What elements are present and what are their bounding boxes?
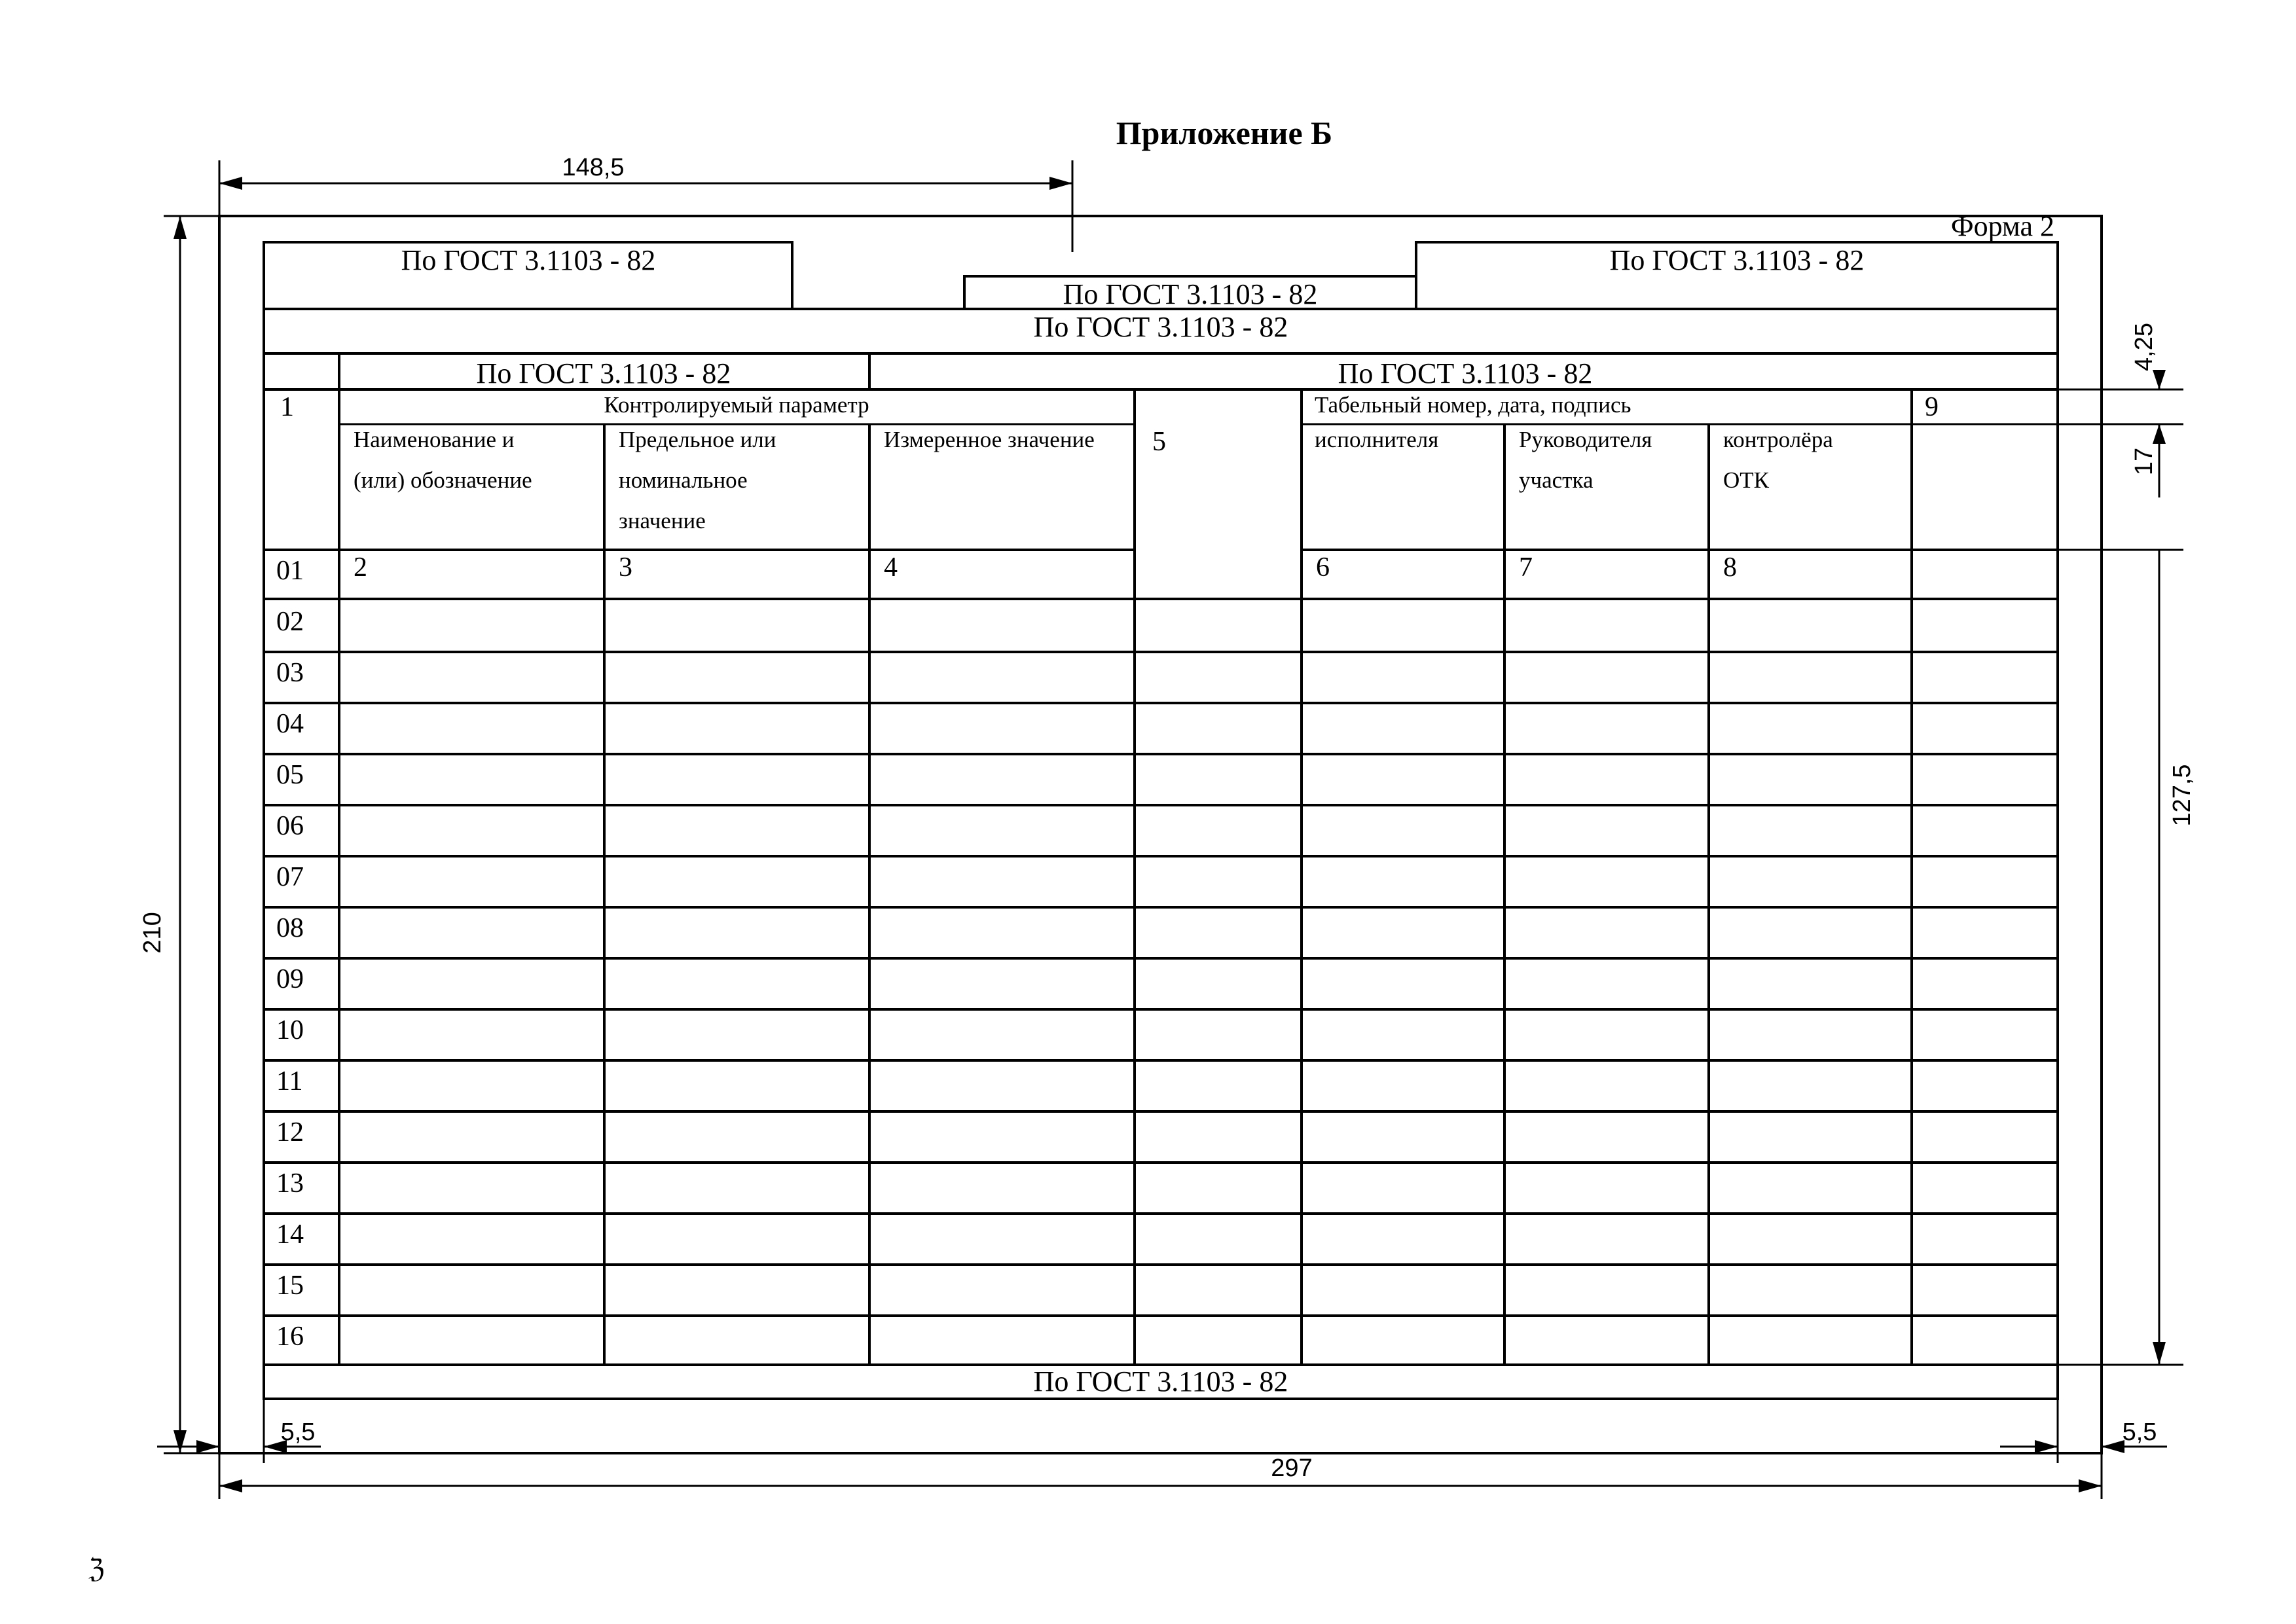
col-1-number: 1 <box>280 392 294 422</box>
gost-label-param: По ГОСТ 3.1103 - 82 <box>476 357 731 389</box>
sheet-frame <box>219 216 2102 1453</box>
row-number: 09 <box>276 964 304 994</box>
controller-header-line1: контролёра <box>1723 427 1833 452</box>
limit-header-line3: значение <box>619 508 706 533</box>
gost-label-top-center: По ГОСТ 3.1103 - 82 <box>1063 278 1318 310</box>
controller-header-line2: ОТК <box>1723 467 1769 493</box>
dim-margin-right: 5,5 <box>2122 1418 2157 1446</box>
row-number: 11 <box>276 1066 303 1096</box>
row-number: 02 <box>276 607 304 637</box>
col-6-number: 6 <box>1316 552 1330 583</box>
executor-header: исполнителя <box>1315 427 1439 452</box>
col-8-number: 8 <box>1723 552 1737 583</box>
row-number: 10 <box>276 1015 304 1045</box>
row-number: 13 <box>276 1168 304 1199</box>
name-header-line1: Наименование и <box>354 427 515 452</box>
gost-label-signatures: По ГОСТ 3.1103 - 82 <box>1338 357 1593 389</box>
form-label: Форма 2 <box>1950 210 2054 242</box>
limit-header-line2: номинальное <box>619 467 748 493</box>
col-4-number: 4 <box>884 552 898 583</box>
row-number: 08 <box>276 913 304 943</box>
dim-height: 210 <box>139 912 166 954</box>
row-number: 15 <box>276 1271 304 1301</box>
name-header-line2: (или) обозначение <box>354 467 532 493</box>
dim-header-height: 17 <box>2130 447 2158 476</box>
row-number: 12 <box>276 1117 304 1147</box>
form-frame <box>264 309 2058 1399</box>
col-3-number: 3 <box>619 552 632 583</box>
col-9-number: 9 <box>1925 392 1939 422</box>
dim-body-height: 127,5 <box>2168 764 2196 827</box>
col-5-number: 5 <box>1152 427 1166 457</box>
col-2-number: 2 <box>354 552 367 583</box>
table-rows <box>264 556 2058 1352</box>
col-7-number: 7 <box>1519 552 1533 583</box>
controlled-param-header: Контролируемый параметр <box>604 392 869 418</box>
row-number: 05 <box>276 760 304 790</box>
row-number: 03 <box>276 658 304 688</box>
tab-number-header: Табельный номер, дата, подпись <box>1315 392 1631 418</box>
dim-gap-top: 4,25 <box>2130 323 2158 371</box>
gost-label-bottom: По ГОСТ 3.1103 - 82 <box>1033 1365 1288 1398</box>
row-number: 16 <box>276 1322 304 1352</box>
row-number: 14 <box>276 1219 304 1250</box>
row-number: 01 <box>276 556 304 586</box>
gost-label-top-right: По ГОСТ 3.1103 - 82 <box>1609 244 1865 276</box>
page-title: Приложение Б <box>1116 115 1333 151</box>
corner-mark: ℨ <box>88 1554 105 1583</box>
gost-label-row: По ГОСТ 3.1103 - 82 <box>1033 311 1288 343</box>
dim-width-half: 148,5 <box>562 154 625 181</box>
limit-header-line1: Предельное или <box>619 427 776 452</box>
manager-header-line1: Руководителя <box>1519 427 1652 452</box>
gost-label-top-left: По ГОСТ 3.1103 - 82 <box>401 244 656 276</box>
row-number: 06 <box>276 811 304 841</box>
measured-header: Измеренное значение <box>884 427 1095 452</box>
row-number: 04 <box>276 709 304 739</box>
row-number: 07 <box>276 862 304 892</box>
dim-margin-left: 5,5 <box>280 1418 316 1446</box>
dim-width: 297 <box>1271 1454 1313 1482</box>
manager-header-line2: участка <box>1519 467 1594 493</box>
